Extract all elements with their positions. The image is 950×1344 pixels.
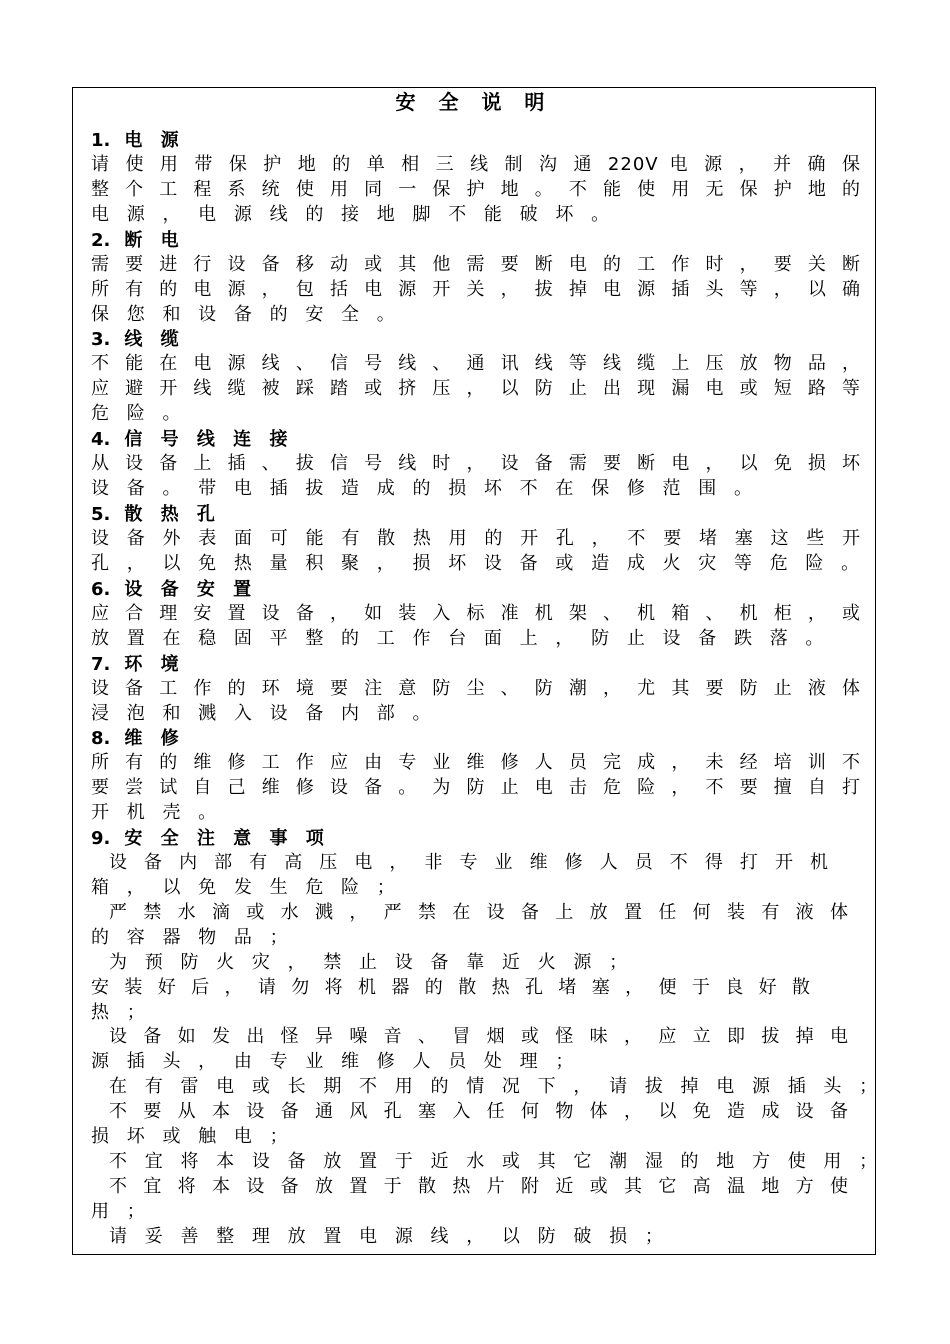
text-line: 开 机 壳 。	[91, 802, 223, 824]
text-line: 源 插 头 ， 由 专 业 维 修 人 员 处 理 ；	[91, 1051, 580, 1073]
text-line: 保 您 和 设 备 的 安 全 。	[91, 303, 401, 325]
section-heading-1	[91, 128, 861, 153]
section-number: 9.	[91, 828, 111, 850]
section-body-7	[91, 677, 861, 727]
section-body-2	[91, 253, 861, 328]
text-line: 安 装 好 后 ， 请 勿 将 机 器 的 散 热 孔 堵 塞 ， 便 于 良 好 散	[91, 976, 811, 998]
notes-list	[91, 851, 884, 1250]
text-line: 不 能 在 电 源 线 、 信 号 线 、 通 讯 线 等 线 缆 上 压 放 物 品 ，	[91, 353, 861, 375]
section-heading-5	[91, 502, 861, 527]
note-item	[91, 901, 861, 951]
note-item	[91, 1025, 861, 1075]
note-item	[91, 951, 861, 976]
text-line: 在 有 雷 电 或 长 期 不 用 的 情 况 下 ， 请 拔 掉 电 源 插 头 ；	[109, 1076, 884, 1098]
text-line: 放 置 在 稳 固 平 整 的 工 作 台 面 上 ， 防 止 设 备 跌 落 。	[91, 627, 830, 649]
text-line: 不 宜 将 本 设 备 放 置 于 近 水 或 其 它 潮 湿 的 地 方 使 用 ；	[109, 1151, 884, 1172]
text-line: 从 设 备 上 插 、 拔 信 号 线 时 ， 设 备 需 要 断 电 ， 以 免 损 坏	[91, 453, 861, 475]
text-line: 应 合 理 安 置 设 备 ， 如 装 入 标 准 机 架 、 机 箱 、 机 柜 ， 或	[91, 602, 861, 624]
note-item	[91, 976, 861, 1026]
text-line: 为 预 防 火 灾 ， 禁 止 设 备 靠 近 火 源 ；	[109, 951, 634, 973]
section-number: 8.	[91, 728, 111, 750]
note-item	[91, 1225, 861, 1250]
section-title: 环 境	[124, 653, 185, 675]
sections	[91, 128, 866, 826]
text-line: 用 ；	[91, 1200, 151, 1222]
text-line: 设 备 。 带 电 插 拔 造 成 的 损 坏 不 在 保 修 范 围 。	[91, 478, 758, 500]
section-body-8	[91, 751, 861, 826]
text-line: 请 妥 善 整 理 放 置 电 源 线 ， 以 防 破 损 ；	[109, 1225, 669, 1247]
section-heading-2	[91, 228, 861, 253]
page-title: 安 全 说 明	[395, 90, 553, 114]
text-line: 设 备 内 部 有 高 压 电 ， 非 专 业 维 修 人 员 不 得 打 开 机	[109, 852, 829, 874]
section-number: 1.	[91, 130, 111, 151]
section-title: 电 源	[124, 130, 185, 151]
text-line: 浸 泡 和 溅 入 设 备 内 部 。	[91, 702, 437, 724]
text-line: 所 有 的 维 修 工 作 应 由 专 业 维 修 人 员 完 成 ， 未 经 培 训 不	[91, 752, 861, 774]
section-body-3	[91, 352, 861, 427]
text-line: 热 ；	[91, 1001, 151, 1023]
text-line: 的 容 器 物 品 ；	[91, 926, 294, 948]
safety-notes	[91, 826, 884, 1250]
section-number: 6.	[91, 578, 111, 600]
section-heading-7	[91, 652, 861, 677]
section-number: 3.	[91, 329, 111, 351]
section-title: 设 备 安 置	[124, 578, 258, 600]
section-number: 4.	[91, 429, 111, 451]
section-title: 线 缆	[124, 329, 185, 351]
note-item	[91, 1075, 884, 1100]
text-line: 设 备 工 作 的 环 境 要 注 意 防 尘 、 防 潮 ， 尤 其 要 防 止 液 体	[91, 677, 861, 699]
text-line: 请 使 用 带 保 护 地 的 单 相 三 线 制 沟 通 220V 电 源 ， 并 确 保	[91, 154, 861, 175]
section-heading-8	[91, 726, 861, 751]
section-title: 信 号 线 连 接	[124, 429, 294, 451]
section-title: 安 全 注 意 事 项	[124, 828, 330, 850]
text-line: 设 备 外 表 面 可 能 有 散 热 用 的 开 孔 ， 不 要 堵 塞 这 些 开	[91, 527, 861, 549]
document-content	[91, 128, 884, 1250]
section-heading-4	[91, 427, 861, 452]
text-line: 危 险 。	[91, 403, 187, 425]
text-line: 电 源 ， 电 源 线 的 接 地 脚 不 能 破 坏 。	[91, 203, 616, 225]
text-line: 不 宜 将 本 设 备 放 置 于 散 热 片 附 近 或 其 它 高 温 地 方 使	[109, 1175, 849, 1197]
section-heading-9	[91, 826, 861, 851]
text-line: 严 禁 水 滴 或 水 溅 ， 严 禁 在 设 备 上 放 置 任 何 装 有 液 体	[109, 901, 849, 923]
text-line: 所 有 的 电 源 ， 包 括 电 源 开 关 ， 拔 掉 电 源 插 头 等 ， 以 确	[91, 278, 861, 300]
text-line: 整 个 工 程 系 统 使 用 同 一 保 护 地 。 不 能 使 用 无 保 护 地 的	[91, 178, 861, 200]
document-frame	[72, 87, 884, 1255]
text-line: 孔 ， 以 免 热 量 积 聚 ， 损 坏 设 备 或 造 成 火 灾 等 危 险 。	[91, 552, 866, 574]
text-line: 不 要 从 本 设 备 通 风 孔 塞 入 任 何 物 体 ， 以 免 造 成 设 备	[109, 1101, 849, 1123]
section-title: 维 修	[124, 728, 185, 750]
section-body-4	[91, 452, 861, 502]
section-body-6	[91, 602, 861, 652]
text-line: 损 坏 或 触 电 ；	[91, 1126, 294, 1148]
section-title: 断 电	[124, 229, 185, 251]
text-line: 需 要 进 行 设 备 移 动 或 其 他 需 要 断 电 的 工 作 时 ， 要 关 断	[91, 253, 861, 275]
note-item	[91, 1100, 861, 1150]
section-heading-3	[91, 327, 861, 352]
section-number: 2.	[91, 229, 111, 251]
section-number: 5.	[91, 503, 111, 525]
note-item	[91, 1150, 884, 1175]
section-number: 7.	[91, 653, 111, 675]
section-title: 散 热 孔	[124, 503, 221, 525]
text-line: 要 尝 试 自 己 维 修 设 备 。 为 防 止 电 击 危 险 ， 不 要 擅 自 打	[91, 777, 861, 799]
note-item	[91, 851, 861, 901]
text-line: 设 备 如 发 出 怪 异 噪 音 、 冒 烟 或 怪 味 ， 应 立 即 拔 掉 电	[109, 1026, 849, 1048]
note-item	[91, 1175, 861, 1225]
text-line: 应 避 开 线 缆 被 踩 踏 或 挤 压 ， 以 防 止 出 现 漏 电 或 短 路 等	[91, 378, 861, 400]
text-line: 箱 ， 以 免 发 生 危 险 ；	[91, 877, 401, 899]
section-body-1	[91, 153, 861, 228]
section-body-5	[91, 527, 866, 577]
section-heading-6	[91, 577, 861, 602]
